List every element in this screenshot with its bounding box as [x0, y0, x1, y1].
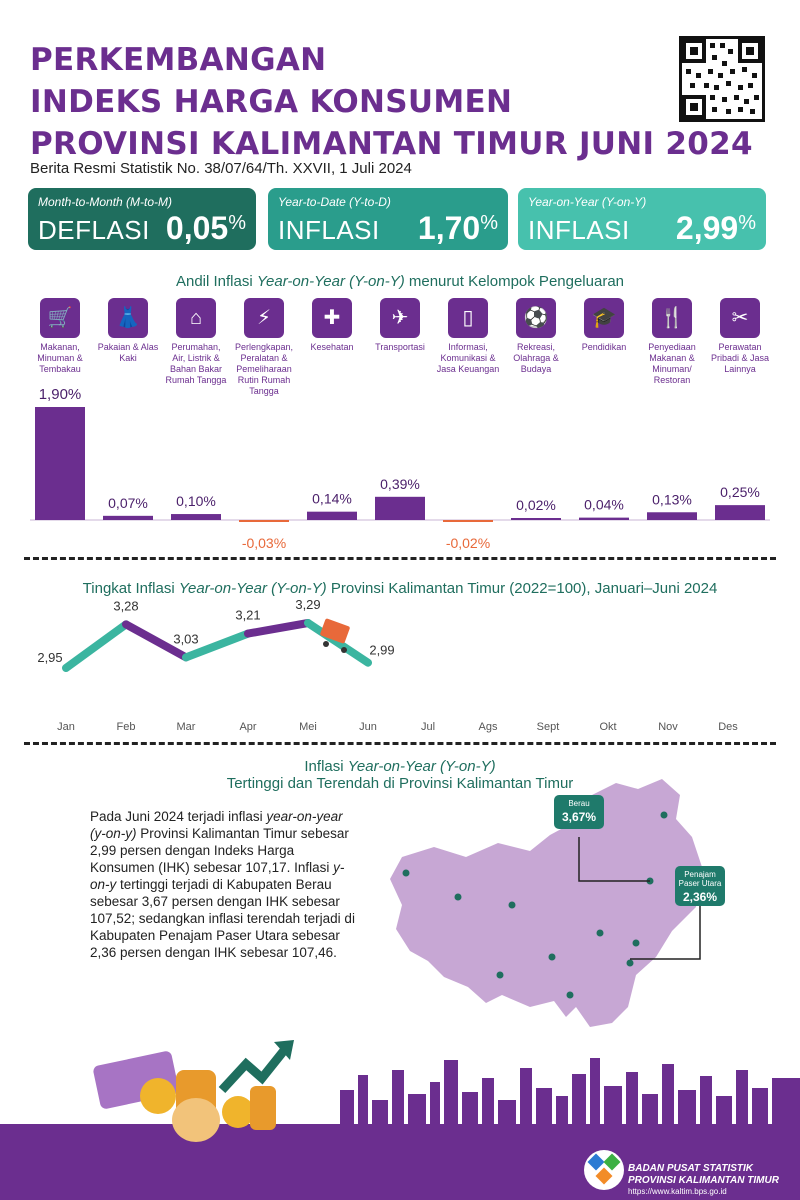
month-tick-label: Feb	[116, 721, 136, 733]
month-tick-label: Jun	[359, 721, 377, 733]
bar-value-label: 1,90%	[38, 386, 82, 403]
category-label: Perlengkapan, Peralatan & Pemeliharaan Rutin Rumah Tangga	[234, 342, 294, 396]
category-label: Pakaian & Alas Kaki	[97, 342, 159, 363]
bar	[511, 518, 561, 520]
restaurant-icon: 🍴	[652, 298, 692, 338]
phone-icon: ▯	[448, 298, 488, 338]
bar	[103, 516, 153, 520]
month-tick-label: Sept	[536, 721, 560, 733]
plug-icon: ⚡	[244, 298, 284, 338]
card-mtm-word: DEFLASI	[38, 215, 150, 245]
month-tick-label: Nov	[658, 721, 678, 733]
food-icon: 🛒	[40, 298, 80, 338]
regional-title-2: Tertinggi dan Terendah di Provinsi Kalimantan Timur	[226, 775, 574, 792]
bar-value-label: 0,25%	[720, 484, 760, 501]
category-label: Penyediaan Makanan & Minuman/ Restoran	[648, 342, 696, 385]
category-label: Informasi, Komunikasi & Jasa Keuangan	[436, 342, 500, 374]
bar	[35, 407, 85, 520]
bar	[443, 520, 493, 522]
title-line-3: PROVINSI KALIMANTAN TIMUR JUNI 2024	[30, 126, 753, 162]
bar	[171, 514, 221, 520]
card-yoy-word: INFLASI	[528, 215, 630, 245]
bar-value-label: 0,14%	[312, 490, 352, 507]
month-tick-label: Des	[718, 721, 738, 733]
trend-value-label: 3,28	[113, 600, 139, 614]
card-ytd-label: Year-to-Date (Y-to-D)	[278, 195, 391, 209]
bar	[579, 518, 629, 520]
trend-value-label: 3,03	[173, 631, 199, 647]
sport-icon: ⚽	[516, 298, 556, 338]
bar	[307, 512, 357, 520]
card-yoy-value: 2,99%	[675, 210, 756, 246]
regional-title-1: Inflasi Year-on-Year (Y-on-Y)	[304, 758, 496, 775]
bar	[715, 505, 765, 520]
trend-line-chart	[0, 600, 800, 740]
house-icon: ⌂	[176, 298, 216, 338]
card-mtm-value: 0,05%	[165, 210, 246, 246]
category-label: Makanan, Minuman & Tembakau	[37, 342, 83, 374]
graduation-cap-icon: 🎓	[584, 298, 624, 338]
card-ytd-word: INFLASI	[278, 215, 380, 245]
health-icon: ✚	[312, 298, 352, 338]
month-tick-label: Ags	[478, 721, 498, 733]
month-tick-label: Mar	[176, 721, 196, 733]
card-yoy	[518, 188, 766, 250]
month-tick-label: Mei	[299, 721, 317, 733]
bar-value-label: -0,02%	[445, 535, 491, 551]
trend-title: Tingkat Inflasi Year-on-Year (Y-on-Y) Provinsi Kalimantan Timur (2022=100), Januari–Juni 2024	[82, 580, 718, 597]
month-tick-label: Apr	[239, 721, 257, 733]
title-line-1: PERKEMBANGAN	[30, 42, 327, 78]
truck-icon	[320, 618, 351, 653]
trend-value-label: 2,95	[37, 650, 63, 665]
card-ytd	[268, 188, 508, 250]
month-tick-label: Jul	[420, 721, 436, 733]
bar-value-label: 0,13%	[652, 491, 692, 508]
category-label: Perawatan Pribadi & Jasa Lainnya	[710, 342, 770, 374]
category-label: Perumahan, Air, Listrik & Bahan Bakar Rumah Tangga	[165, 342, 227, 385]
callout-berau: Berau 3,67%	[554, 795, 604, 829]
regional-paragraph: Pada Juni 2024 terjadi inflasi year-on-year (y-on-y) Provinsi Kalimantan Timur sebesar 2,99 persen dengan Indeks Harga Konsumen (IHK) sebesar 107,17. Inflasi y-on-y tertinggi terjadi di Kabupaten Berau sebesar 3,67 persen dengan IHK sebesar 107,52; sedangkan inflasi terendah terjadi di Kabupaten Penajam Paser Utara sebesar 2,36 persen dengan IHK sebesar 107,46.	[90, 809, 355, 960]
trend-segment	[66, 624, 126, 668]
andil-title: Andil Inflasi Year-on-Year (Y-on-Y) menurut Kelompok Pengeluaran	[175, 273, 625, 290]
month-tick-label: Jan	[57, 721, 75, 733]
divider-2	[24, 742, 776, 745]
trend-segment	[248, 623, 308, 634]
bar-value-label: -0,03%	[241, 535, 287, 551]
divider-1	[24, 557, 776, 560]
trend-value-label: 2,99	[369, 642, 395, 658]
month-tick-label: Okt	[599, 721, 617, 733]
bar-value-label: 0,39%	[380, 475, 420, 492]
card-yoy-label: Year-on-Year (Y-on-Y)	[528, 195, 647, 209]
andil-bar-chart	[0, 370, 800, 560]
personal-care-icon: ✂	[720, 298, 760, 338]
bar-value-label: 0,07%	[108, 494, 148, 511]
bar-value-label: 0,04%	[584, 496, 624, 513]
category-label: Kesehatan	[310, 342, 354, 352]
category-label: Transportasi	[375, 342, 425, 352]
trend-value-label: 3,29	[295, 600, 321, 612]
bar-value-label: 0,02%	[516, 497, 556, 513]
card-ytd-value: 1,70%	[417, 210, 498, 246]
bar	[647, 512, 697, 520]
bar	[239, 520, 289, 522]
bps-url[interactable]: https://www.kaltim.bps.go.id	[628, 1187, 727, 1196]
airplane-icon: ✈	[380, 298, 420, 338]
bar-value-label: 0,10%	[176, 493, 216, 510]
category-label: Pendidikan	[581, 342, 627, 352]
clothing-icon: 👗	[108, 298, 148, 338]
category-label: Rekreasi, Olahraga & Budaya	[513, 342, 559, 374]
bar	[375, 497, 425, 520]
card-mtm	[28, 188, 256, 250]
card-mtm-label: Month-to-Month (M-to-M)	[38, 195, 173, 209]
trend-value-label: 3,21	[235, 607, 261, 623]
title-line-2: INDEKS HARGA KONSUMEN	[30, 84, 513, 120]
subtitle: Berita Resmi Statistik No. 38/07/64/Th. XXVII, 1 Juli 2024	[30, 160, 412, 177]
bps-org-name: BADAN PUSAT STATISTIK PROVINSI KALIMANTAN TIMUR	[628, 1163, 779, 1186]
qr-code-icon[interactable]	[679, 36, 765, 122]
callout-penajam: Penajam Paser Utara 2,36%	[675, 866, 725, 906]
